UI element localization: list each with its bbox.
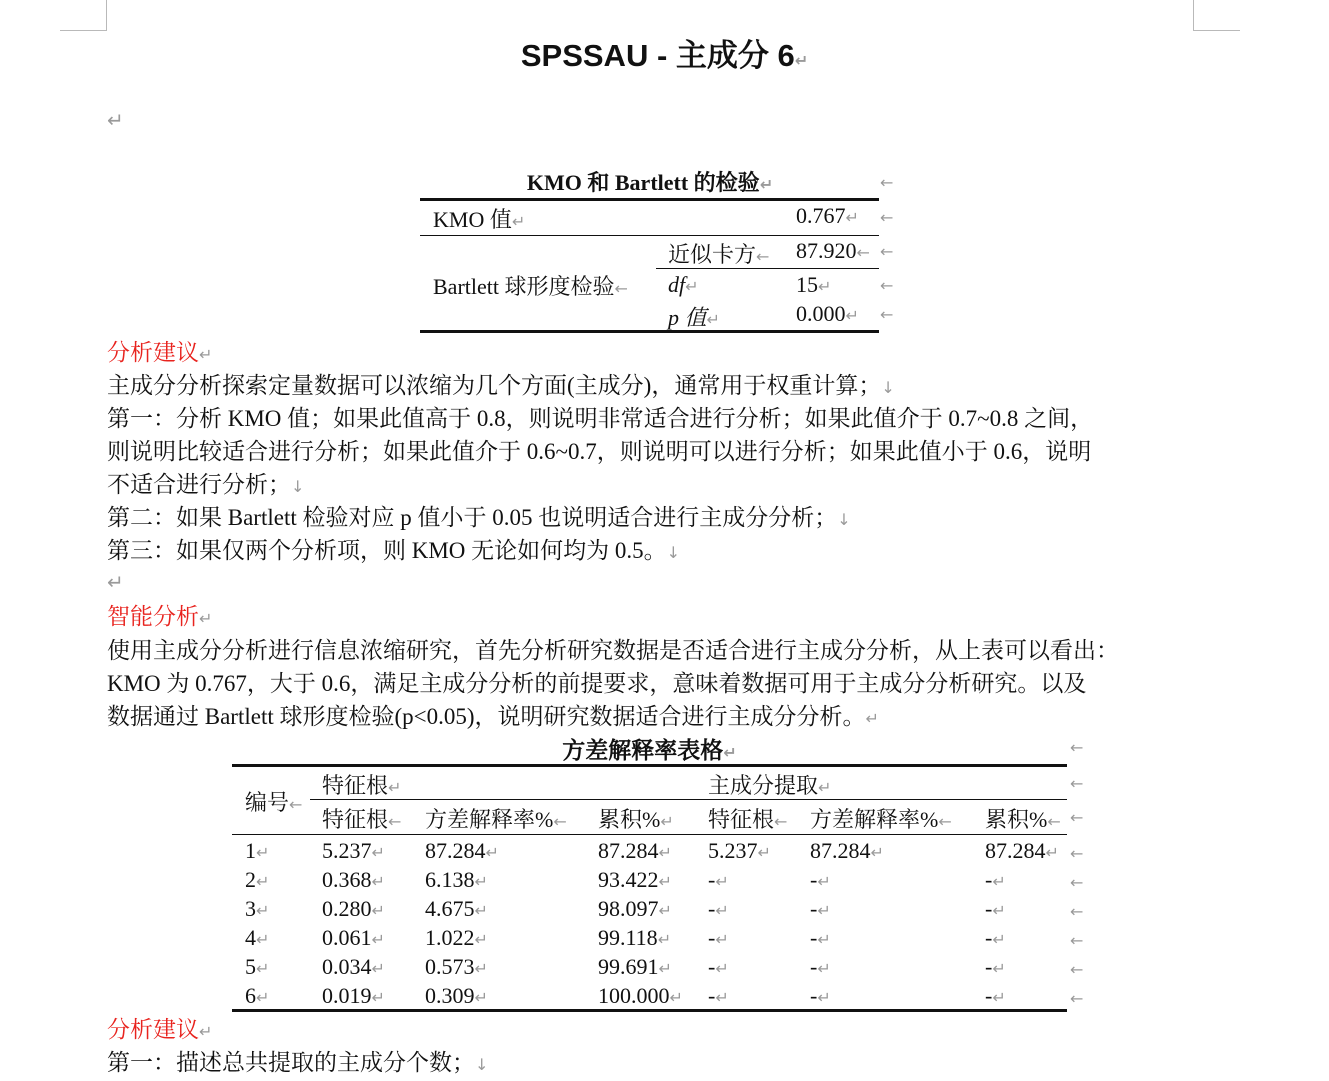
table-cell: -↵ (708, 867, 729, 892)
row-end-mark-icon: ← (1070, 844, 1084, 863)
table-cell: 2↵ (245, 867, 270, 892)
table-cell: 100.000↵ (598, 983, 683, 1008)
header-rule (232, 834, 1067, 835)
chi-row-rule (656, 268, 879, 269)
row-end-mark-icon: ← (880, 173, 894, 192)
smart-line: KMO 为 0.767，大于 0.6，满足主成分分析的前提要求，意味着数据可用于主成分分析研究。以及 (107, 671, 1087, 696)
advice-line: 不适合进行分析；↓ (107, 472, 305, 497)
group-header-rule (310, 799, 1067, 800)
table-cell: 93.422↵ (598, 867, 672, 892)
table-cell: 0.034↵ (322, 954, 385, 979)
table-cell: 98.097↵ (598, 896, 672, 921)
row-end-mark-icon: ← (1070, 774, 1084, 793)
document-title (0, 30, 1329, 75)
table-cell: -↵ (985, 983, 1006, 1008)
row-end-mark-icon: ← (1070, 989, 1084, 1008)
table-cell: 5.237↵ (708, 838, 771, 863)
chi-square-label: 近似卡方← (668, 242, 770, 267)
table-cell: 6.138↵ (425, 867, 488, 892)
table-cell: -↵ (810, 896, 831, 921)
kmo-table-top-rule (420, 198, 879, 201)
p-label: p 值↵ (668, 305, 720, 330)
advice-line: 第一：分析 KMO 值；如果此值高于 0.8，则说明非常适合进行分析；如果此值介于 0.7~0.8 之间， (107, 406, 1094, 431)
row-end-mark-icon: ← (880, 242, 894, 261)
table-cell: -↵ (810, 954, 831, 979)
row-end-mark-icon: ← (1070, 931, 1084, 950)
table-cell: -↵ (985, 954, 1006, 979)
group-eigen-header: 特征根↵ (322, 773, 402, 798)
table-cell: -↵ (810, 925, 831, 950)
chi-square-value: 87.920← (796, 238, 870, 263)
table-cell: -↵ (985, 896, 1006, 921)
table-cell: 0.061↵ (322, 925, 385, 950)
bartlett-label: Bartlett 球形度检验← (433, 274, 628, 299)
advice-heading: 分析建议↵ (107, 340, 213, 365)
table-cell: 0.019↵ (322, 983, 385, 1008)
table-cell: 87.284↵ (985, 838, 1059, 863)
table-cell: -↵ (708, 954, 729, 979)
header-eigen: 特征根← (322, 807, 402, 832)
kmo-row-rule (420, 235, 879, 236)
table-cell: 1.022↵ (425, 925, 488, 950)
group-extract-header: 主成分提取↵ (708, 773, 832, 798)
table-cell: -↵ (810, 983, 831, 1008)
df-value: 15↵ (796, 272, 832, 297)
table-cell: 3↵ (245, 896, 270, 921)
kmo-label: KMO 值↵ (433, 207, 526, 232)
advice2-line: 第一：描述总共提取的主成分个数；↓ (107, 1050, 489, 1075)
kmo-table-caption (420, 166, 880, 197)
col-id-header: 编号← (245, 790, 303, 815)
smart-heading: 智能分析↵ (107, 604, 213, 629)
table-cell: 6↵ (245, 983, 270, 1008)
table-cell: 0.368↵ (322, 867, 385, 892)
row-end-mark-icon: ← (1070, 960, 1084, 979)
row-end-mark-icon: ← (880, 305, 894, 324)
header-cumulative: 累积%↵ (598, 807, 674, 832)
row-end-mark-icon: ← (1070, 738, 1084, 757)
table-cell: 99.691↵ (598, 954, 672, 979)
table-cell: 5.237↵ (322, 838, 385, 863)
variance-table-caption: 方差解释率表格↵ (562, 738, 737, 763)
kmo-caption-text: KMO 和 Bartlett 的检验 (526, 170, 760, 195)
advice-line: 主成分分析探索定量数据可以浓缩为几个方面(主成分)，通常用于权重计算；↓ (107, 373, 895, 398)
row-end-mark-icon: ← (1070, 873, 1084, 892)
header-cumulative-extract: 累积%← (985, 807, 1061, 832)
table-cell: 0.573↵ (425, 954, 488, 979)
df-label: df↵ (668, 272, 699, 297)
row-end-mark-icon: ← (880, 208, 894, 227)
table-cell: -↵ (708, 925, 729, 950)
header-variance: 方差解释率%← (425, 807, 567, 832)
advice-line: 第二：如果 Bartlett 检验对应 p 值小于 0.05 也说明适合进行主成分分析；↓ (107, 505, 851, 530)
smart-line: 数据通过 Bartlett 球形度检验(p<0.05)，说明研究数据适合进行主成分分析。↵ (107, 704, 879, 729)
variance-table-top-rule (232, 764, 1067, 767)
table-cell: 87.284↵ (598, 838, 672, 863)
smart-line: 使用主成分分析进行信息浓缩研究，首先分析研究数据是否适合进行主成分分析，从上表可以看出： (107, 638, 1119, 663)
paragraph-mark-icon: ↵ (107, 570, 124, 594)
paragraph-mark-icon: ↵ (794, 51, 809, 70)
paragraph-mark-icon: ↵ (107, 108, 124, 132)
page-corner-mark-right (1193, 0, 1240, 31)
p-value: 0.000↵ (796, 301, 859, 326)
table-cell: -↵ (985, 867, 1006, 892)
variance-table-bottom-rule (232, 1009, 1067, 1012)
kmo-table-bottom-rule (420, 330, 879, 333)
page-corner-mark-left (60, 0, 107, 31)
table-cell: 4↵ (245, 925, 270, 950)
row-end-mark-icon: ← (1070, 808, 1084, 827)
advice-line: 则说明比较适合进行分析；如果此值介于 0.6~0.7，则说明可以进行分析；如果此值小于 0.6，说明 (107, 439, 1092, 464)
table-cell: 99.118↵ (598, 925, 672, 950)
paragraph-mark-icon: ↵ (759, 175, 774, 194)
table-cell: 87.284↵ (810, 838, 884, 863)
advice2-heading: 分析建议↵ (107, 1017, 213, 1042)
table-cell: -↵ (985, 925, 1006, 950)
row-end-mark-icon: ← (1070, 902, 1084, 921)
table-cell: -↵ (708, 896, 729, 921)
table-cell: 4.675↵ (425, 896, 488, 921)
table-cell: -↵ (810, 867, 831, 892)
kmo-value: 0.767↵ (796, 203, 859, 228)
document-title-text: SPSSAU - 主成分 6 (520, 38, 795, 73)
table-cell: 1↵ (245, 838, 270, 863)
advice-line: 第三：如果仅两个分析项，则 KMO 无论如何均为 0.5。↓ (107, 538, 681, 563)
table-cell: 0.309↵ (425, 983, 488, 1008)
table-cell: -↵ (708, 983, 729, 1008)
header-eigen-extract: 特征根← (708, 807, 788, 832)
table-cell: 87.284↵ (425, 838, 499, 863)
table-cell: 5↵ (245, 954, 270, 979)
table-cell: 0.280↵ (322, 896, 385, 921)
row-end-mark-icon: ← (880, 276, 894, 295)
header-variance-extract: 方差解释率%← (810, 807, 952, 832)
